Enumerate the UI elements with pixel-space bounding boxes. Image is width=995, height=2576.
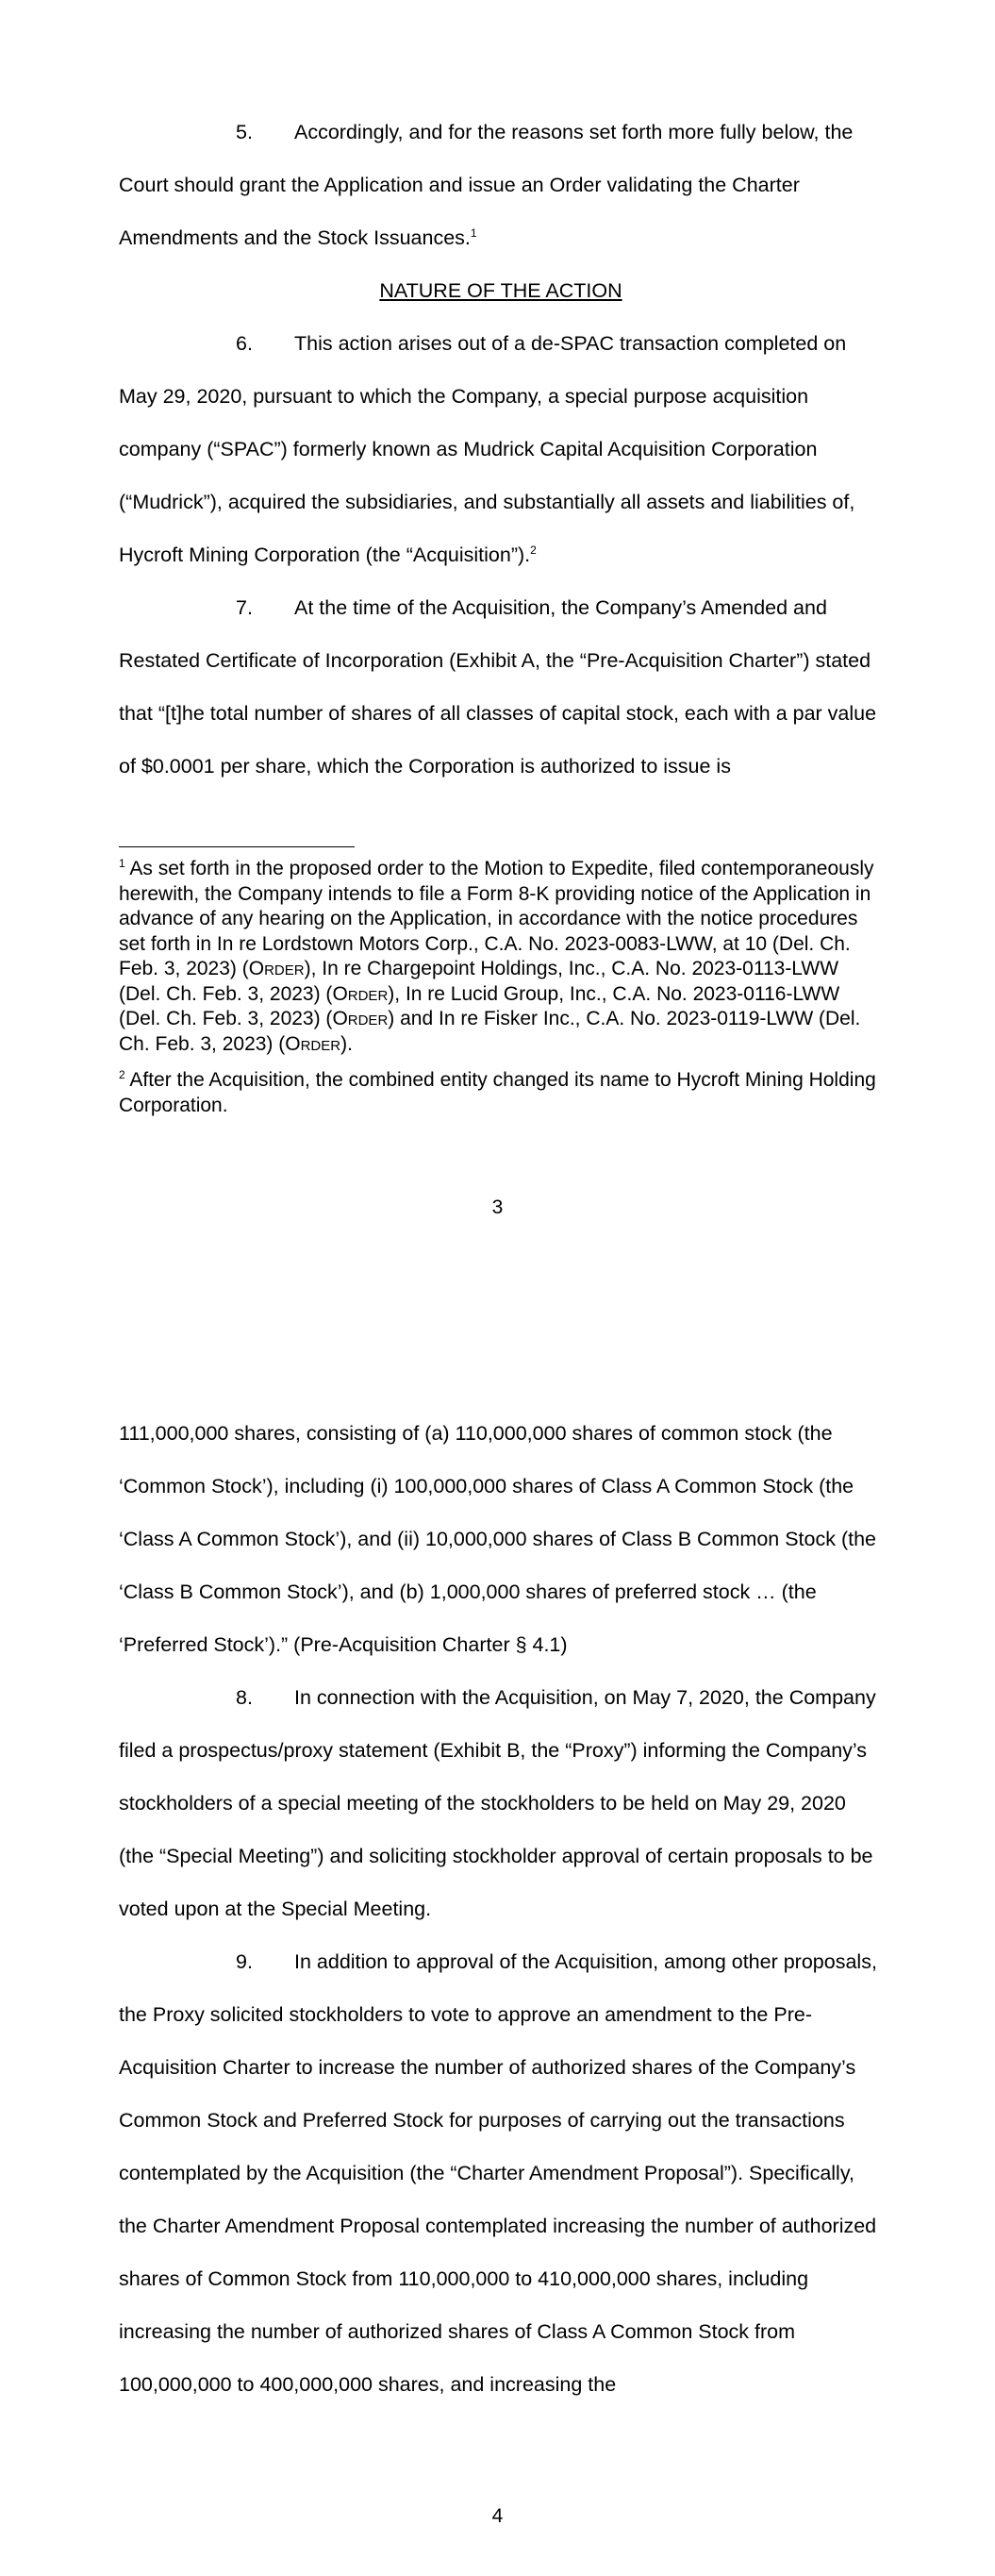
paragraph-text: In addition to approval of the Acquisition, among other proposals, the Proxy solicited stockholders to vote to approve an amendment to the Pre-Acquisition Charter to increase the number of authorized shares of the Company’s Common Stock and Preferred Stock for purposes of carrying out the transactions contemplated by the Acquisition (the “Charter Amendment Proposal”). Specifically, the Charter Amendment Proposal contemplated increasing the number of authorized shares of Common Stock from 110,000,000 to 410,000,000 shares, including increasing the number of authorized shares of Class A Common Stock from 100,000,000 to 400,000,000 shares, and increasing the (119, 1950, 877, 2396)
continued-paragraph: 111,000,000 shares, consisting of (a) 110,000,000 shares of common stock (the ‘Common Stock’), including (i) 100,000,000 shares of Class A Common Stock (the ‘Class A Common Stock’), and (ii) 10,000,000 shares of Class B Common Stock (the ‘Class B Common Stock’), and (b) 1,000,000 shares of preferred stock … (the ‘Preferred Stock’).” (Pre-Acquisition Charter § 4.1) (119, 1422, 877, 1656)
footnote-text (119, 1069, 876, 1116)
paragraph-number: 9. (236, 1950, 253, 1973)
paragraph-number: 5. (236, 121, 253, 143)
page-4 (0, 1288, 995, 2576)
footnotes (119, 857, 883, 1129)
citation-order-label: Order (248, 958, 305, 979)
paragraph-8 (119, 1671, 883, 1935)
paragraph-text: Accordingly, and for the reasons set forth more fully below, the Court should grant the Application and issue an Order validating the Charter Amendments and the Stock Issuances. (119, 121, 854, 249)
footnote-segment: As set forth in the proposed order to the Motion to Expedite, filed contemporaneously herewith, the Company intends to file a Form 8-K providing notice of the Application in advance of any hearing on the Application, in accordance with the notice procedures set forth in In re Lordstown Motors Corp., C.A. No. 2023-0083-LWW, at 10 (Del. Ch. Feb. 3, 2023) ( (119, 858, 874, 979)
page-3-body (119, 106, 883, 793)
footnote-separator (119, 846, 355, 847)
page-number: 3 (491, 1196, 504, 1218)
footnote-segment: ). (340, 1032, 353, 1055)
footnote-segment: ), In re Lucid Group, Inc., C.A. No. 2023-0116-LWW (Del. Ch. Feb. 3, 2023) ( (119, 982, 840, 1029)
footnote-text (119, 858, 874, 1055)
footnote-marker: 1 (119, 857, 125, 870)
citation-order-label: Order (285, 1032, 341, 1055)
paragraph-9 (119, 1935, 883, 2411)
section-heading: NATURE OF THE ACTION (379, 279, 622, 302)
paragraph-text: At the time of the Acquisition, the Company’s Amended and Restated Certificate of Incorporation (Exhibit A, the “Pre-Acquisition Charter”) stated that “[t]he total number of shares of all classes of capital stock, each with a par value of $0.0001 per share, which the Corporation is authorized to issue is (119, 596, 877, 778)
page-number: 4 (491, 2505, 504, 2527)
footnote-marker: 2 (119, 1068, 125, 1081)
footnote-segment: After the Acquisition, the combined entity changed its name to Hycroft Mining Holding Corporation. (119, 1069, 876, 1116)
paragraph-5 (119, 106, 883, 264)
page-4-body (119, 1407, 883, 2411)
footnote-ref-2[interactable]: 2 (530, 543, 537, 557)
paragraph-7 (119, 581, 883, 793)
footnote-segment: ), In re Chargepoint Holdings, Inc., C.A. No. 2023-0113-LWW (Del. Ch. Feb. 3, 2023) ( (119, 958, 839, 1005)
paragraph-number: 8. (236, 1686, 253, 1709)
footnote-1 (119, 857, 883, 1057)
paragraph-text: In connection with the Acquisition, on May 7, 2020, the Company filed a prospectus/proxy statement (Exhibit B, the “Proxy”) informing the Company’s stockholders of a special meeting of the stockholders to be held on May 29, 2020 (the “Special Meeting”) and soliciting stockholder approval of certain proposals to be voted upon at the Special Meeting. (119, 1686, 876, 1920)
paragraph-text: This action arises out of a de-SPAC transaction completed on May 29, 2020, pursuant to which the Company, a special purpose acquisition company (“SPAC”) formerly known as Mudrick Capital Acquisition Corporation (“Mudrick”), acquired the subsidiaries, and substantially all assets and liabilities of, Hycroft Mining Corporation (the “Acquisition”). (119, 332, 855, 566)
footnote-2 (119, 1068, 883, 1118)
citation-order-label: Order (332, 1008, 389, 1029)
footnote-segment: ) and In re Fisker Inc., C.A. No. 2023-0119-LWW (Del. Ch. Feb. 3, 2023) ( (119, 1008, 861, 1055)
paragraph-number: 6. (236, 332, 253, 355)
citation-order-label: Order (332, 982, 389, 1005)
footnote-ref-1[interactable]: 1 (470, 226, 477, 240)
paragraph-number: 7. (236, 596, 253, 619)
paragraph-6 (119, 317, 883, 581)
